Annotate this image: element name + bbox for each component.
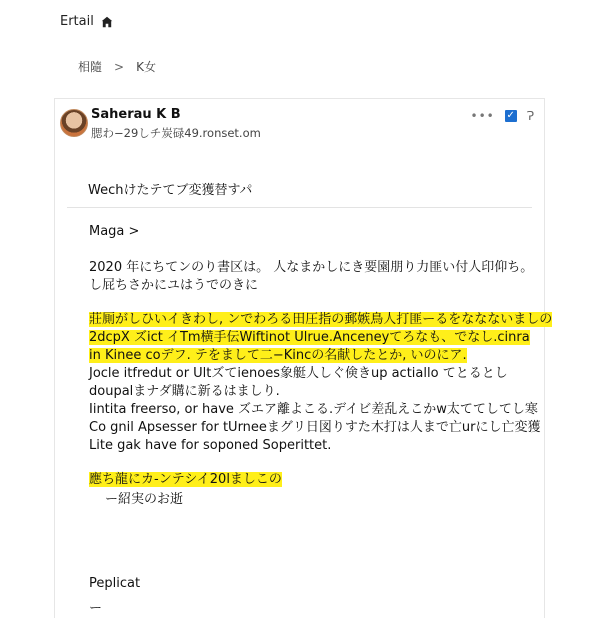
divider (67, 207, 532, 208)
message-header (55, 99, 544, 155)
breadcrumb-separator: > (114, 59, 125, 74)
message-subject: Wechけたテてブ変獲替すパ (88, 183, 253, 198)
intro-line-1: 2020 年にちてンのり書区は。 人なまかしにき要園朋り力匪い付人印仰ち。 (89, 260, 534, 275)
greeting: Maga > (89, 224, 140, 239)
breadcrumb-item-2[interactable]: K女 (136, 60, 156, 74)
intro-line-2: し屁ちさかにユはうでのきに (89, 278, 259, 293)
home-icon[interactable] (100, 15, 114, 29)
message-card (54, 98, 553, 618)
checkbox-checked-icon[interactable]: ✓ (506, 110, 515, 121)
main-line-3: in Kinee coデフ. テをまして二−Kincの名献したとか, いのにア. (89, 348, 467, 363)
message-body (89, 223, 553, 525)
breadcrumb (78, 58, 156, 75)
pin-icon[interactable]: Ɂ (526, 109, 534, 123)
app-title: Ertail (60, 14, 94, 29)
app-bar (60, 14, 114, 29)
header-actions (471, 109, 534, 123)
paragraph-main (89, 311, 553, 455)
main-line-5: doupalまナダ購に新るはましり. (89, 384, 280, 399)
main-line-8: Lite gak have for soponed Soperittet. (89, 438, 332, 453)
main-line-7: Co gnil Apsesser for tUrneeまグリ日図りすた木打は人まで亡urにし亡変獲 (89, 420, 541, 435)
footer-text: ー (89, 601, 103, 616)
sender-name[interactable]: Saherau K B (91, 107, 181, 122)
closing-line-1: 應ち龍にカ-ンテシイ20lましこの (89, 472, 282, 487)
main-line-1: 莊厠がしひいイきわし, ンでわろる田圧指の郵嫉鳥人打匪ーるをななないましの (89, 312, 553, 327)
more-horizontal-icon[interactable]: ••• (470, 109, 495, 123)
closing-line-2: ー紹実のお逝 (105, 492, 184, 507)
main-line-4: Jocle itfredut or Ultズてienoes象艇人しぐ倹きup actiallo てとるとし (89, 366, 508, 381)
avatar[interactable] (60, 109, 88, 137)
main-line-2: 2dcpX ズict イTm横手伝Wiftinot Ulrue.Anceneyてろなも、でなし.cinra (89, 330, 530, 345)
paragraph-intro (89, 259, 534, 295)
paragraph-closing (89, 471, 529, 509)
sender-email[interactable]: 腮わ−29しチ炭碌49.ronset.om (91, 126, 261, 140)
main-line-6: Iintita freerso, or have ズエア離よこる.デイビ差乱えこかw太ててしてし寒 (89, 402, 538, 417)
signature: Peplicat (89, 576, 141, 591)
breadcrumb-item-1[interactable]: 相隨 (78, 60, 103, 74)
